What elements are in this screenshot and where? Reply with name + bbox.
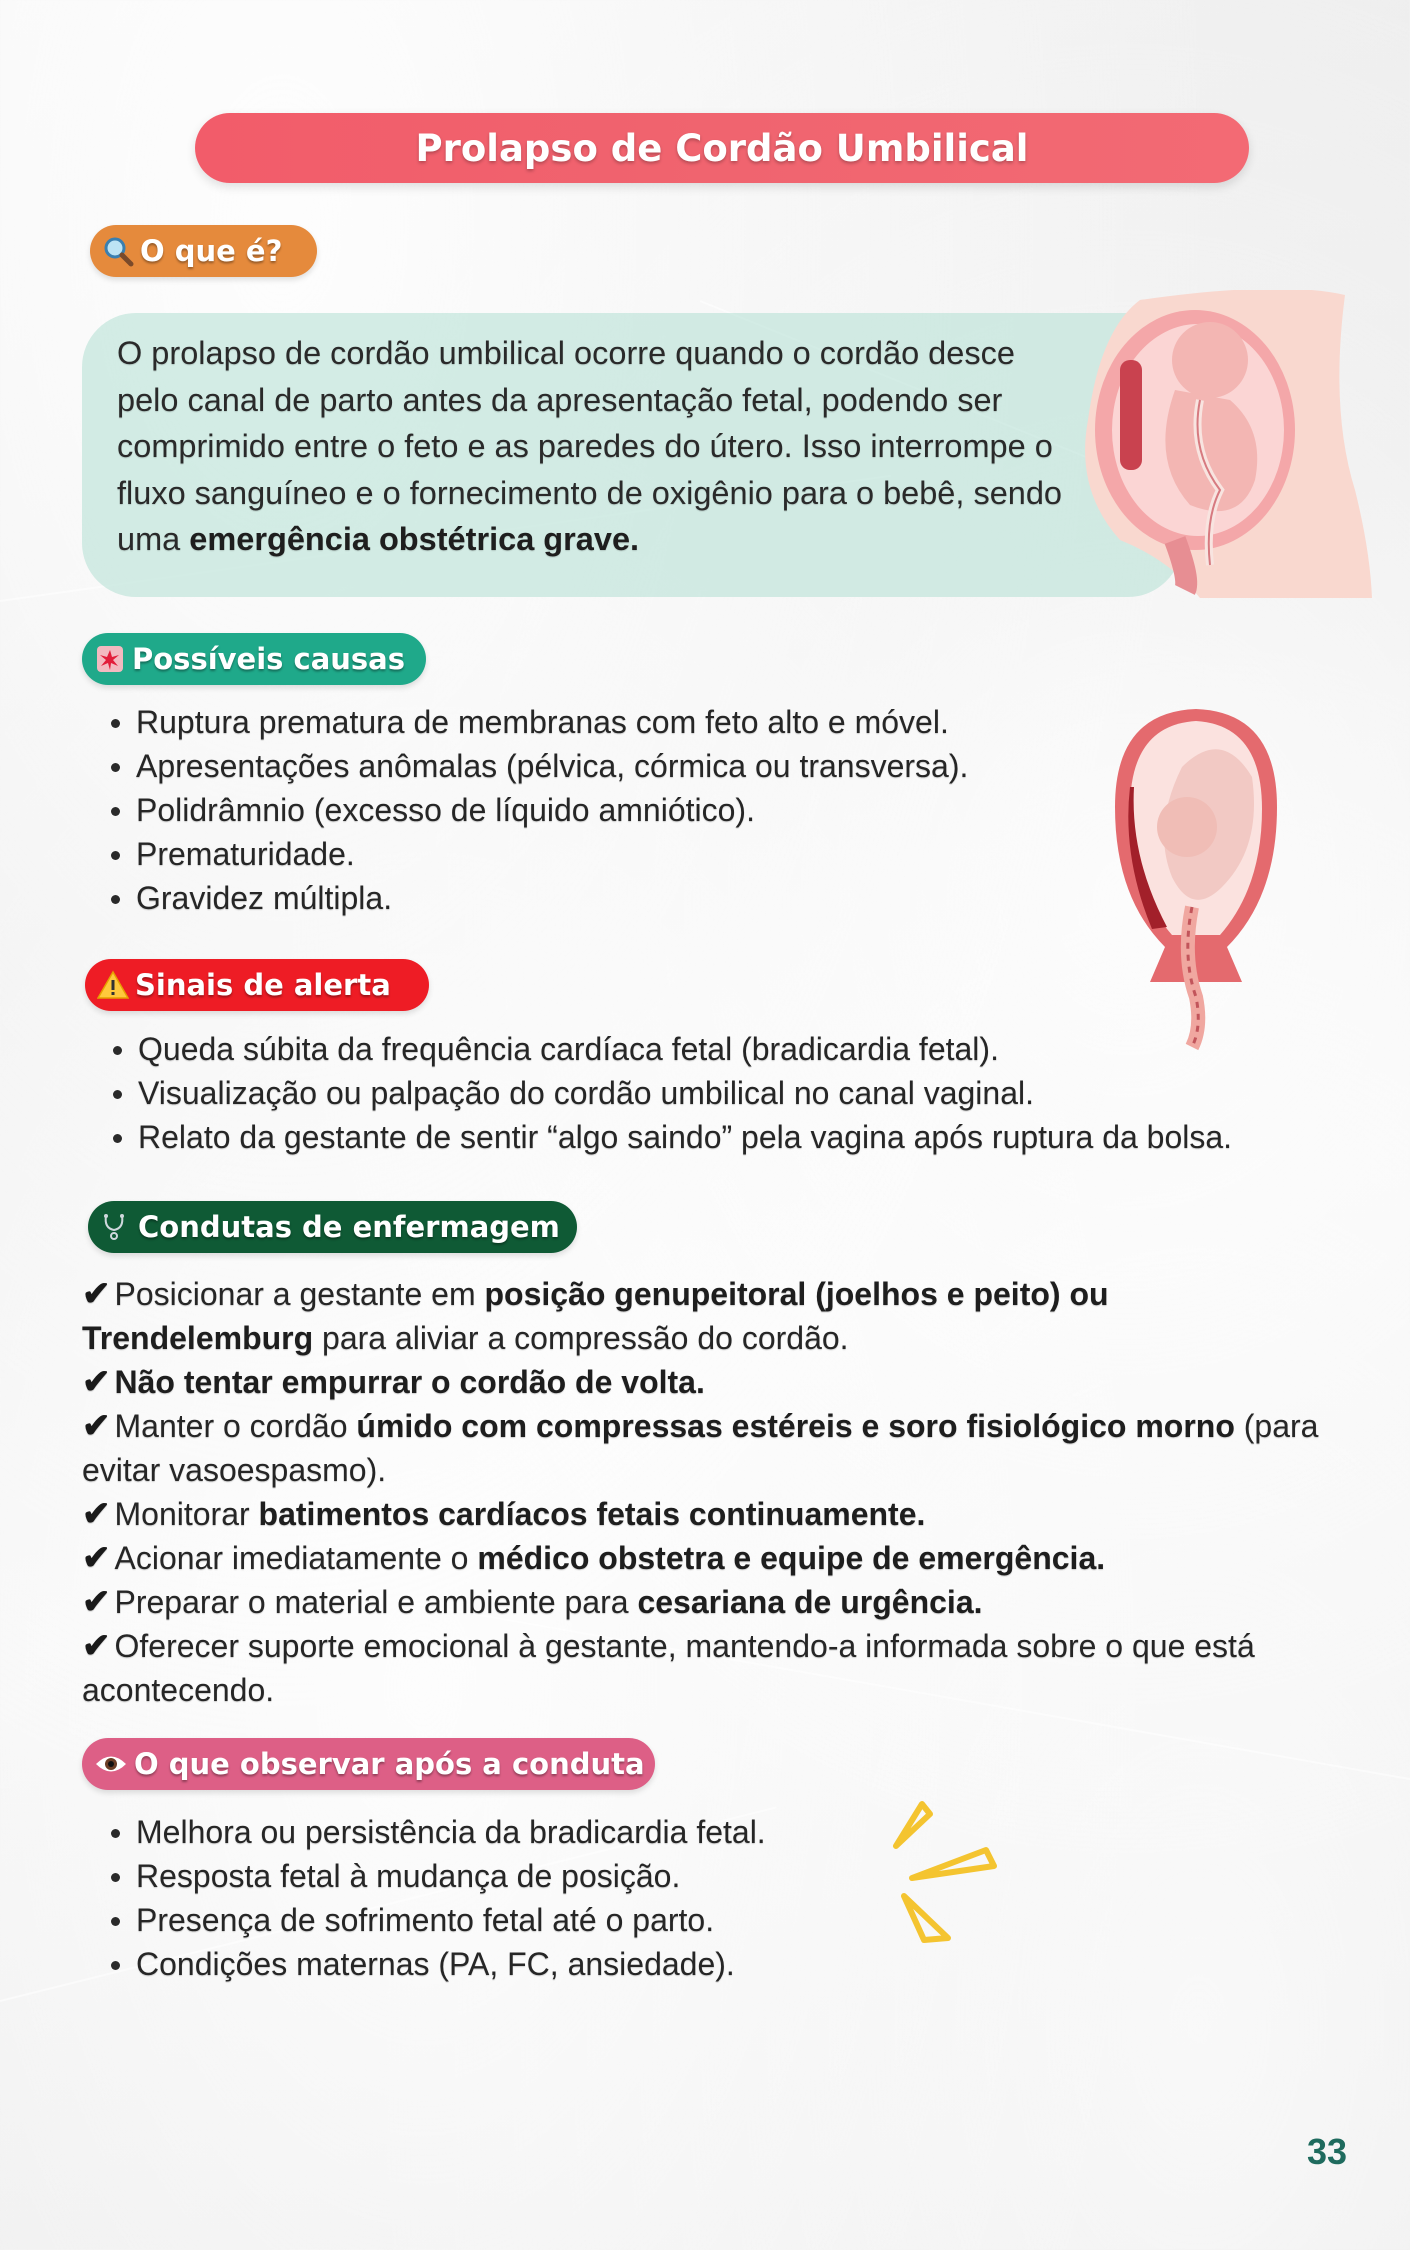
list-item: Apresentações anômalas (pélvica, córmica ou transversa). bbox=[106, 744, 968, 788]
checkmark-icon: ✔ bbox=[82, 1363, 111, 1401]
warning-icon bbox=[97, 970, 129, 1000]
list-item: Resposta fetal à mudança de posição. bbox=[106, 1854, 766, 1898]
checkmark-icon: ✔ bbox=[82, 1275, 111, 1313]
list-item: Gravidez múltipla. bbox=[106, 876, 968, 920]
list-item: Queda súbita da frequência cardíaca fetal (bradicardia fetal). bbox=[108, 1027, 1232, 1071]
checkmark-icon: ✔ bbox=[82, 1583, 111, 1621]
section-title-conducts: Condutas de enfermagem bbox=[138, 1210, 560, 1244]
list-item: Presença de sofrimento fetal até o parto. bbox=[106, 1898, 766, 1942]
list-item: Condições maternas (PA, FC, ansiedade). bbox=[106, 1942, 766, 1986]
list-item: Prematuridade. bbox=[106, 832, 968, 876]
siren-icon bbox=[94, 643, 126, 675]
section-header-signs bbox=[85, 959, 429, 1011]
section-header-observe bbox=[82, 1738, 655, 1790]
section-title-observe: O que observar após a conduta bbox=[134, 1747, 645, 1781]
page-number: 33 bbox=[1306, 2131, 1347, 2172]
checkmark-icon: ✔ bbox=[82, 1539, 111, 1577]
sparkle-decoration bbox=[888, 1798, 1000, 1950]
list-item: ✔ Não tentar empurrar o cordão de volta. bbox=[82, 1363, 705, 1401]
page-title: Prolapso de Cordão Umbilical bbox=[415, 126, 1029, 170]
list-item: ✔ Preparar o material e ambiente para cesariana de urgência. bbox=[82, 1583, 983, 1621]
checkmark-icon: ✔ bbox=[82, 1627, 111, 1665]
list-item: ✔ Monitorar batimentos cardíacos fetais continuamente. bbox=[82, 1495, 926, 1533]
section-title-signs: Sinais de alerta bbox=[135, 968, 391, 1002]
section-title-what: O que é? bbox=[140, 234, 283, 268]
section-header-causes bbox=[82, 633, 426, 685]
list-item: Melhora ou persistência da bradicardia fetal. bbox=[106, 1810, 766, 1854]
checkmark-icon: ✔ bbox=[82, 1407, 111, 1445]
section-title-causes: Possíveis causas bbox=[132, 642, 406, 676]
list-item: Polidrâmnio (excesso de líquido amniótico). bbox=[106, 788, 968, 832]
list-item: ✔ Acionar imediatamente o médico obstetra e equipe de emergência. bbox=[82, 1539, 1106, 1577]
list-item: Ruptura prematura de membranas com feto alto e móvel. bbox=[106, 700, 968, 744]
section-header-conducts bbox=[88, 1201, 577, 1253]
causes-list bbox=[106, 700, 968, 920]
page-title-bar bbox=[195, 113, 1249, 183]
eye-icon bbox=[94, 1753, 128, 1775]
magnifier-icon bbox=[102, 235, 134, 267]
observe-list bbox=[106, 1810, 766, 1986]
conducts-list bbox=[82, 1272, 1332, 1712]
checkmark-icon: ✔ bbox=[82, 1495, 111, 1533]
intro-emphasis: emergência obstétrica grave. bbox=[189, 521, 640, 557]
list-item: Relato da gestante de sentir “algo saindo” pela vagina após ruptura da bolsa. bbox=[108, 1115, 1232, 1159]
intro-paragraph: O prolapso de cordão umbilical ocorre quando o cordão desce pelo canal de parto antes da apresentação fetal, podendo ser comprimido entre o feto e as paredes do útero. Isso interrompe o fluxo sanguíneo e o fornecimento de oxigênio para o bebê, sendo uma emergência obstétrica grave. bbox=[117, 335, 1062, 557]
stethoscope-icon bbox=[100, 1212, 132, 1242]
list-item: Visualização ou palpação do cordão umbilical no canal vaginal. bbox=[108, 1071, 1232, 1115]
list-item: ✔ Oferecer suporte emocional à gestante, mantendo-a informada sobre o que está acontecendo. bbox=[82, 1627, 1255, 1708]
uterus-fetus-illustration bbox=[1080, 290, 1372, 598]
cord-prolapse-illustration bbox=[1112, 707, 1280, 1052]
list-item: ✔ Posicionar a gestante em posição genupeitoral (joelhos e peito) ou Trendelemburg para aliviar a compressão do cordão. bbox=[82, 1275, 1109, 1356]
list-item: ✔ Manter o cordão úmido com compressas estéreis e soro fisiológico morno (para evitar vasoespasmo). bbox=[82, 1407, 1319, 1488]
section-header-what bbox=[90, 225, 317, 277]
signs-list bbox=[108, 1027, 1232, 1159]
